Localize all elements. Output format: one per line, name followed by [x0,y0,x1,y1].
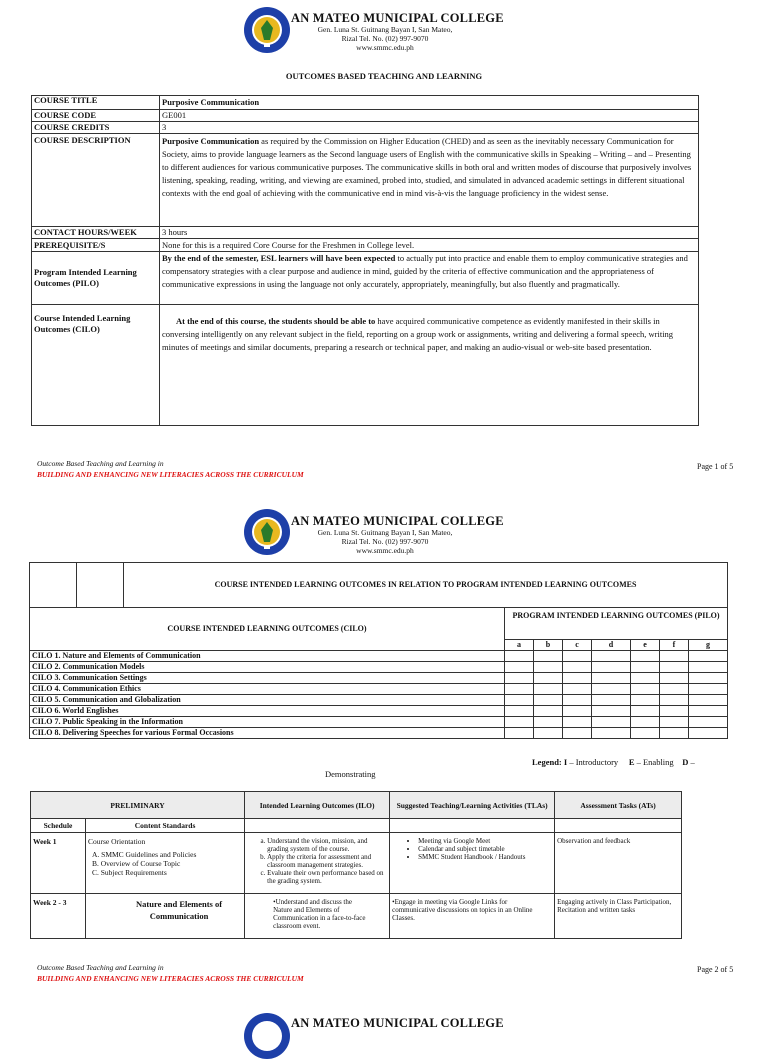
cilo-pilo-matrix [29,562,728,739]
legend-d: D [682,757,689,767]
cilo-row [30,673,728,684]
week1-tla-3: • SMMC Student Handbook / Handouts [418,853,552,861]
contact-hours-value: 3 hours [160,227,699,239]
page1-number: Page 1 of 5 [697,462,734,471]
cilo-row [30,717,728,728]
school-name-page2: AN MATEO MUNICIPAL COLLEGE [291,514,504,528]
pilo-text: to actually put into practice and enable them to employ communicative strategies and compensatory strategies with a clear purpose and audience in mind, guided by the criteria of effective communication and the appropriateness of communicative expressions in using the language not only accurately, appropriately, meaningfully, but also fluently and pragmatically. [162,253,688,289]
preliminary-header: PRELIMINARY [31,792,245,819]
pilo-col-g: g [689,640,728,651]
week1-at: Observation and feedback [555,833,682,894]
course-title-label: COURSE TITLE [32,96,160,110]
cilo-lead: At the end of this course, the students should be able to [176,316,376,326]
course-code-value: GE001 [160,110,699,122]
week1-tla-1: • Meeting via Google Meet [418,837,552,845]
pilo-col-e: e [631,640,660,651]
page2-footer-line1: Outcome Based Teaching and Learning in [37,963,164,972]
schedule-header: Schedule [31,819,86,833]
pilo-header: PROGRAM INTENDED LEARNING OUTCOMES (PILO) [505,608,728,640]
course-credits-label: COURSE CREDITS [32,122,160,134]
cilo-6: CILO 6. World Englishes [30,706,505,717]
cilo-text: have acquired communicative competence as evidently manifested in their skills in conversing intelligently on any relevant subject in the field, reporting on a group work or assignments, writing and delivering a formal speech, writing minutes of meetings and similar documents, preparing a research or technical paper, and making an audio-visual or web-site based presentation. [162,316,674,352]
cilo-row [30,684,728,695]
cilo-4: CILO 4. Communication Ethics [30,684,505,695]
course-plan-table [30,791,682,939]
cilo-3: CILO 3. Communication Settings [30,673,505,684]
cilo-row [30,695,728,706]
at-header: Assessment Tasks (ATs) [555,792,682,819]
address-line-3: www.smmc.edu.ph [356,43,414,52]
prerequisite-label: PREREQUISITE/S [32,239,160,252]
cilo-value [160,305,699,426]
pilo-col-c: c [563,640,592,651]
legend-i-text: – Introductory [567,757,619,767]
description-value [160,134,699,227]
week1-item-c: C. Subject Requirements [92,868,167,877]
week23-label: Week 2 - 3 [31,894,86,939]
week1-ilo-c: c. Evaluate their own performance based on the grading system. [267,869,387,885]
week1-ilo-b: b. Apply the criteria for assessment and classroom management strategies. [267,853,387,869]
week1-tla-2: • Calendar and subject timetable [418,845,552,853]
page1-title: OUTCOMES BASED TEACHING AND LEARNING [285,71,483,81]
pilo-value [160,252,699,305]
school-name-page3: AN MATEO MUNICIPAL COLLEGE [291,1016,504,1030]
matrix-blank-cell-2 [77,563,124,608]
week1-item-b: B. Overview of Course Topic [92,859,181,868]
legend-d-text: – [688,757,695,767]
course-info-table [31,95,699,426]
legend-e-text: – Enabling [634,757,674,767]
prerequisite-value: None for this is a required Core Course for the Freshmen in College level. [160,239,699,252]
page2-footer-line2: BUILDING AND ENHANCING NEW LITERACIES ACROSS THE CURRICULUM [37,974,304,983]
matrix-blank-cell-1 [30,563,77,608]
pilo-col-f: f [660,640,689,651]
course-title-value: Purposive Communication [160,96,699,110]
college-seal-logo [243,6,291,54]
ilo-header: Intended Learning Outcomes (ILO) [245,792,390,819]
page1-footer-line1: Outcome Based Teaching and Learning in [37,459,164,468]
cilo-8: CILO 8. Delivering Speeches for various Formal Occasions [30,728,505,739]
content-standards-header: Content Standards [86,819,245,833]
course-code-label: COURSE CODE [32,110,160,122]
week1-tlas [390,833,555,894]
description-label: COURSE DESCRIPTION [32,134,160,227]
cilo-1: CILO 1. Nature and Elements of Communication [30,651,505,662]
school-address-page2 [300,528,470,555]
address-line-1: Gen. Luna St. Guitnang Bayan I, San Mateo, [317,528,453,537]
legend-i: I [561,757,568,767]
week1-ilos [245,833,390,894]
tla-header: Suggested Teaching/Learning Activities (TLAs) [390,792,555,819]
week1-ilo-a: a. Understand the vision, mission, and grading system of the course. [267,837,387,853]
pilo-col-a: a [505,640,534,651]
page2-number: Page 2 of 5 [697,965,734,974]
pilo-col-b: b [534,640,563,651]
description-lead: Purposive Communication [162,136,260,146]
week23-ilo: •Understand and discuss the Nature and Elements of Communication in a face-to-face classroom event. [245,894,390,939]
week1-item-a: A. SMMC Guidelines and Policies [92,850,197,859]
legend [532,757,695,767]
address-line-2: Rizal Tel. No. (02) 997-9070 [341,537,429,546]
school-name: AN MATEO MUNICIPAL COLLEGE [291,11,504,25]
pilo-col-d: d [592,640,631,651]
cilo-2: CILO 2. Communication Models [30,662,505,673]
address-line-1: Gen. Luna St. Guitnang Bayan I, San Mateo, [317,25,453,34]
cilo-5: CILO 5. Communication and Globalization [30,695,505,706]
page1-footer-line2: BUILDING AND ENHANCING NEW LITERACIES ACROSS THE CURRICULUM [37,470,304,479]
legend-e: E [628,757,635,767]
cilo-row [30,651,728,662]
school-address [300,25,470,52]
college-seal-logo-page3 [243,1012,291,1060]
cilo-7: CILO 7. Public Speaking in the Information [30,717,505,728]
contact-hours-label: CONTACT HOURS/WEEK [32,227,160,239]
week23-content: Nature and Elements of Communication [86,894,245,939]
legend-label: Legend: [532,757,562,767]
course-credits-value: 3 [160,122,699,134]
address-line-2: Rizal Tel. No. (02) 997-9070 [341,34,429,43]
cilo-row [30,662,728,673]
cilo-row [30,706,728,717]
legend-demonstrating: Demonstrating [325,769,376,779]
week1-content-title: Course Orientation [88,837,146,846]
address-line-3: www.smmc.edu.ph [356,546,414,555]
description-text: as required by the Commission on Higher Education (CHED) and as seen as the inevitably necessary Communication for Society, aims to provide language learners as the Second language users of English with the communicative skills in Speaking – Writing – and – Presenting to different audiences for various communicative purposes. The communicative skills in both oral and written modes of discourse that purposively involves listening, speaking, reading, writing, and viewing are examined, probed into, studied, and simulated in advanced academic settings in different situational contexts with the end goal of achieving with the communicative end in mind vis-à-vis the language proficiency in the widest sense. [162,136,692,198]
pilo-label: Program Intended Learning Outcomes (PILO) [32,252,160,305]
week1-content [86,833,245,894]
matrix-title: COURSE INTENDED LEARNING OUTCOMES IN RELATION TO PROGRAM INTENDED LEARNING OUTCOMES [124,563,728,608]
cilo-row [30,728,728,739]
week1-label: Week 1 [31,833,86,894]
week23-tla: •Engage in meeting via Google Links for communicative discussions on topics in an Online Classes. [390,894,555,939]
week23-at: Engaging actively in Class Participation, Recitation and written tasks [555,894,682,939]
pilo-lead: By the end of the semester, ESL learners will have been expected [162,253,396,263]
college-seal-logo-page2 [243,508,291,556]
cilo-header: COURSE INTENDED LEARNING OUTCOMES (CILO) [30,608,505,651]
cilo-label: Course Intended Learning Outcomes (CILO) [32,305,160,426]
